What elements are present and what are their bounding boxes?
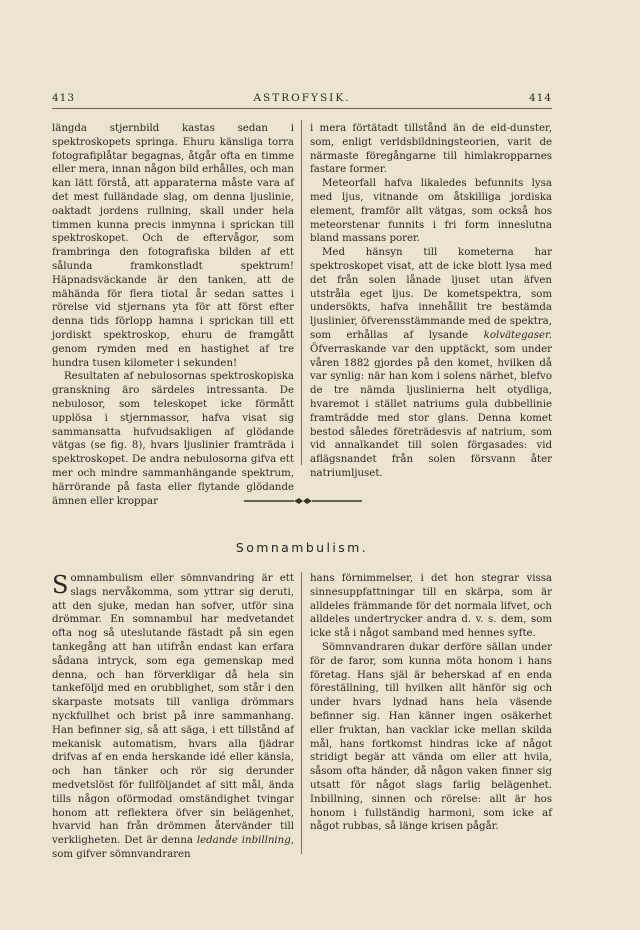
astro-right-paragraph-3 xyxy=(310,246,552,481)
somn-left-paragraph-1 xyxy=(52,572,294,862)
column-divider-bottom xyxy=(301,572,302,854)
page-number-left: 413 xyxy=(52,92,76,104)
astro-right-paragraph-2: Meteorfall hafva likaledes befunnits lysa med ljus, vitnande om åtskilliga jordiska element, framför allt vätgas, som också hos meteorstenar funnits i fri form inneslutna bland massans porer. xyxy=(310,178,552,245)
somn-column-left xyxy=(52,572,294,862)
astro-left-paragraph-2: Resultaten af nebulosornas spektroskopiska granskning äro särdeles intressanta. De nebulosor, som teleskopet icke förmått upplösa i stjernmassor, hafva visat sig sammansatta hufvudsakligen af glödande vätgas (se fig. 8), hvars ljuslinier framträda i spektroskopet. De andra nebulosorna gifva ett mer och mindre sammanhängande spektrum, härrörande på fasta eller flytande glödande ämnen eller kroppar xyxy=(52,371,294,507)
section-title: Somnambulism. xyxy=(235,540,369,555)
astro-right-paragraph-1: i mera förtätadt tillstånd än de eld-dunster, som, enligt verldsbildningsteorien, varit de närmaste föregångarne till himlakropparnes fastare former. xyxy=(310,123,552,176)
astro-column-left xyxy=(52,122,294,508)
running-title: ASTROFYSIK. xyxy=(253,92,351,104)
header-rule xyxy=(52,108,552,109)
astro-column-right xyxy=(310,122,552,481)
ornament-divider xyxy=(244,495,362,507)
somn-left-p1-text: omnambulism eller sömnvandring är ett slags nervåkomma, som yttrar sig deruti, att den sjuke, medan han sofver, utför sina drömmar. En somnambul har medvetandet ofta nog så uteslutande fästadt på sin egen tankegång att han utifrån endast kan erfara sådana intryck, som ega gemenskap med denna, och han förverkligar då hela sin tankeföljd med en orubblighet, som står i den skarpaste motsats till vanliga drömmars nyckfullhet och brist på inre sammanhang. Han befinner sig, så att säga, i ett tillstånd af mekanisk automatism, hvars alla fjädrar drifvas af en enda herskande idé eller känsla, och han tänker och rör sig derunder medvetslöst för fullföljandet af sitt mål, ända tills någon oförmodad omständighet tvingar honom att reflektera öfver sin belägenhet, hvarvid han från drömmen återvänder till verkligheten. Det är denna xyxy=(52,573,294,847)
astro-right-p3-italic: kolvätegaser. xyxy=(483,329,552,341)
somn-right-paragraph-1: hans förnimmelser, i det hon stegrar vissa sinnesuppfattningar till en skärpa, som är alldeles främmande för det normala lifvet, och alldeles undertrycker andra d. v. s. dem, som icke stå i något samband med hennes syfte. xyxy=(310,573,552,640)
astro-right-p3-text-cont: Öfverraskande var den upptäckt, som under våren 1882 gjordes på den komet, hvilken då var synlig: när han kom i solens närhet, blefvo de tre nämda ljuslinierna helt otydliga, hvaremot i stället natriums gula dubbellinie framträdde med stor glans. Denna komet bestod således företrädesvis af natrium, som vid annalkandet till solen förgasades: vid aflägsnandet från solen försvann åter natriumljuset. xyxy=(310,343,552,479)
running-header xyxy=(52,92,552,106)
astro-right-p3-text: Med hänsyn till kometerna har spektroskopet visat, att de icke blott lysa med det från solen lånade ljuset utan äfven utstråla eget ljus. De kometspektra, som undersökts, hafva innehållit tre bestämda ljuslinier, öfverensstämmande med de spektra, som erhållas af lysande xyxy=(310,247,552,341)
drop-cap: S xyxy=(52,571,69,599)
page-number-right: 414 xyxy=(528,92,552,104)
somn-column-right xyxy=(310,572,552,834)
somn-left-p1-italic: ledande inbillning xyxy=(196,835,291,847)
column-divider-top xyxy=(301,120,302,465)
somn-right-paragraph-2: Sömnvandraren dukar derföre sällan under för de faror, som kunna möta honom i hans företag. Hans själ är beherskad af en enda föreställning, till hvilken allt hänför sig och under hvars lydnad hans hela väsende befinner sig. Han känner ingen osäkerhet eller fruktan, han vacklar icke mellan skilda mål, hans fortkomst hindras icke af något stridigt begär att vända om eller att hvila, såsom ofta händer, då någon vaken finner sig utsatt för något slags farlig belägenhet. Inbillning, sinnen och rörelse: allt är hos honom i fullständig harmoni, som icke af något rubbas, så länge krisen pågår. xyxy=(310,641,552,833)
astro-left-paragraph-1: längda stjernbild kastas sedan i spektroskopets springa. Ehuru känsliga torra fotografiplåtar begagnas, åtgår ofta en timme eller mera, innan någon bild erhålles, och man kan lätt förstå, att apparaterna måste vara af det mest fulländade slag, om denna ljuslinie, oaktadt jordens rullning, skall under hela timmen kunna precis inmynna i sprickan till spektroskopet. Och de eftervågor, som frambringa den fotografiska bilden af ett sålunda framkonstladt spektrum! Häpnadsväckande är den tanken, att de mähända för flera tiotal år sedan sattes i rörelse vid stjernans yta för att först efter denna tids förlopp hamna i sprickan till ett jordiskt spektroskop, ehuru de framgått genom rymden med en hastighet af tre hundra tusen kilometer i sekunden! xyxy=(52,123,294,369)
somn-left-p1-text-cont: , som gifver sömnvandraren xyxy=(52,835,295,860)
